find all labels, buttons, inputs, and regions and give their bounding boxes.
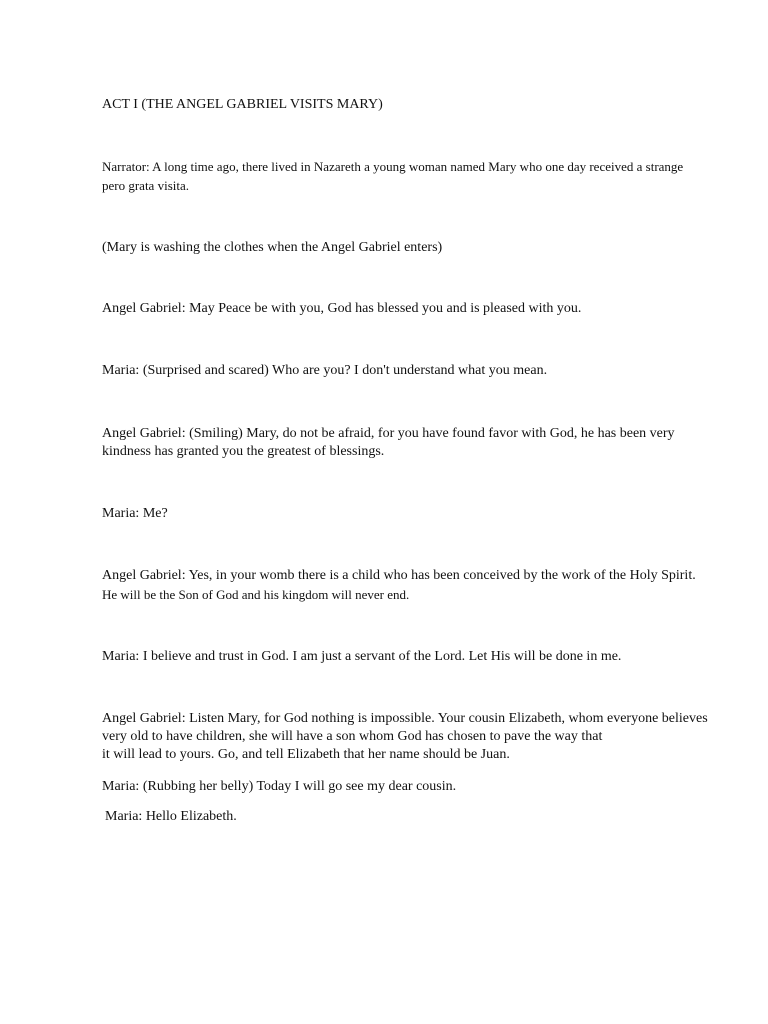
gabriel-line-3b: He will be the Son of God and his kingdom will never end.: [102, 587, 410, 602]
maria-line-5: Maria: Hello Elizabeth.: [105, 809, 237, 824]
act-title: ACT I (THE ANGEL GABRIEL VISITS MARY): [102, 97, 383, 112]
maria-line-3: Maria: I believe and trust in God. I am just a servant of the Lord. Let His will be done in me.: [102, 649, 622, 664]
gabriel-line-4b: very old to have children, she will have a son whom God has chosen to pave the way that: [102, 729, 603, 744]
gabriel-line-3a: Angel Gabriel: Yes, in your womb there is a child who has been conceived by the work of the Holy Spirit.: [102, 568, 696, 583]
gabriel-line-4a: Angel Gabriel: Listen Mary, for God nothing is impossible. Your cousin Elizabeth, whom everyone believes: [102, 711, 708, 726]
narrator-line-1: Narrator: A long time ago, there lived in Nazareth a young woman named Mary who one day received a strange: [102, 159, 684, 174]
gabriel-line-2a: Angel Gabriel: (Smiling) Mary, do not be afraid, for you have found favor with God, he has been very: [102, 426, 675, 441]
gabriel-line-4c: it will lead to yours. Go, and tell Elizabeth that her name should be Juan.: [102, 747, 510, 762]
narrator-line-2: pero grata visita.: [102, 178, 189, 193]
stage-direction: (Mary is washing the clothes when the Angel Gabriel enters): [102, 240, 443, 255]
maria-line-2: Maria: Me?: [102, 506, 168, 521]
maria-line-4: Maria: (Rubbing her belly) Today I will go see my dear cousin.: [102, 779, 457, 794]
maria-line-1: Maria: (Surprised and scared) Who are you? I don't understand what you mean.: [102, 363, 548, 378]
gabriel-line-2b: kindness has granted you the greatest of blessings.: [102, 444, 385, 459]
gabriel-line-1: Angel Gabriel: May Peace be with you, God has blessed you and is pleased with you.: [102, 301, 582, 316]
